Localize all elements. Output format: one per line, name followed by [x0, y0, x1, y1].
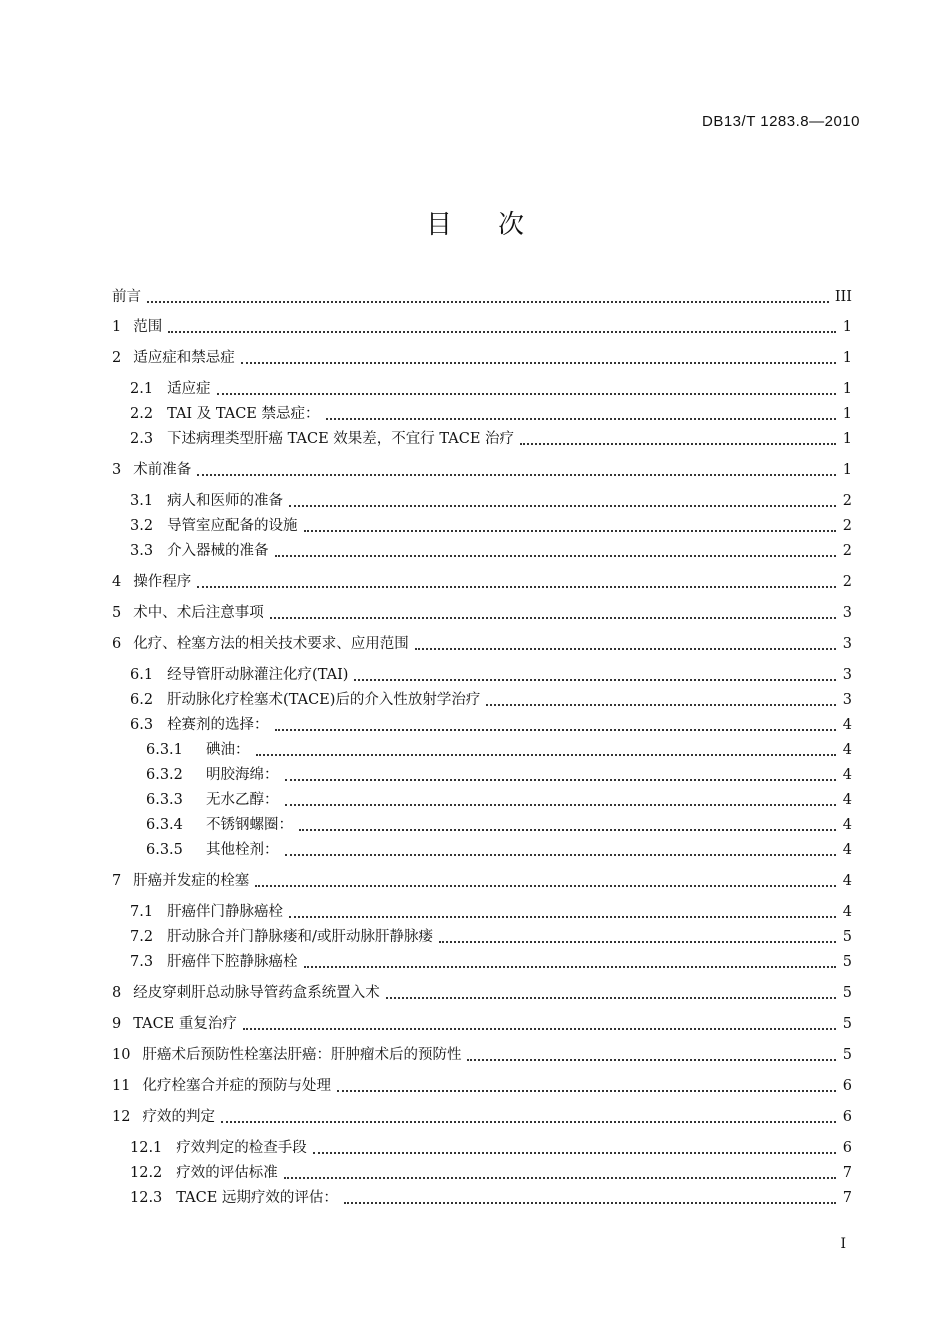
- toc-entry[interactable]: [112, 982, 852, 1004]
- toc-entry-number: 6.3.5: [146, 842, 183, 858]
- toc-entry-number: 7: [112, 873, 122, 889]
- toc-entry-number: 6.3: [130, 717, 154, 733]
- toc-entry-number: 12.3: [130, 1190, 163, 1206]
- toc-entry-page: 4: [842, 767, 852, 783]
- toc-entry[interactable]: [112, 633, 852, 655]
- dot-leader: [304, 518, 836, 532]
- toc-entry-title: 化疗栓塞合并症的预防与处理: [142, 1078, 331, 1094]
- dot-leader: [326, 406, 837, 420]
- toc-entry-page: 7: [842, 1190, 852, 1206]
- dot-leader: [243, 1016, 836, 1030]
- toc-entry-page: 3: [842, 692, 852, 708]
- toc-entry-label: [112, 764, 279, 786]
- toc-entry-label: [112, 739, 250, 761]
- toc-entry-number: 12.2: [130, 1165, 163, 1181]
- toc-entry[interactable]: [112, 714, 852, 736]
- toc-entry[interactable]: [112, 1106, 852, 1128]
- toc-entry-number: 6.1: [130, 667, 154, 683]
- toc-entry-label: [112, 901, 283, 923]
- dot-leader: [285, 842, 837, 856]
- toc-entry[interactable]: [112, 951, 852, 973]
- dot-leader: [289, 493, 836, 507]
- toc-entry-label: [112, 515, 298, 537]
- toc-entry-number: 12.1: [130, 1140, 163, 1156]
- toc-entry-page: 4: [842, 873, 852, 889]
- toc-entry-label: [112, 571, 191, 593]
- toc-entry[interactable]: [112, 1187, 852, 1209]
- toc-entry-title: 术中、术后注意事项: [133, 605, 264, 621]
- toc-entry[interactable]: [112, 926, 852, 948]
- toc-entry-title: 前言: [112, 289, 141, 305]
- toc-entry-title: 适应症: [167, 381, 211, 397]
- toc-entry-title: 疗效的评估标准: [176, 1165, 278, 1181]
- toc-entry-title: 明胶海绵：: [206, 767, 279, 783]
- toc-entry-title: TACE 重复治疗: [133, 1016, 237, 1032]
- toc-entry-page: 5: [842, 1047, 852, 1063]
- toc-entry-title: 下述病理类型肝癌 TACE 效果差，不宜行 TACE 治疗: [167, 431, 515, 447]
- document-id: DB13/T 1283.8—2010: [702, 113, 860, 130]
- dot-leader: [344, 1190, 836, 1204]
- toc-entry-label: [112, 870, 249, 892]
- toc-entry-page: 2: [842, 493, 852, 509]
- toc-entry[interactable]: [112, 1162, 852, 1184]
- toc-entry-number: 3.1: [130, 493, 154, 509]
- toc-entry-label: [112, 789, 279, 811]
- toc-entry-label: [112, 839, 279, 861]
- toc-entry[interactable]: [112, 515, 852, 537]
- toc-entry-label: [112, 982, 380, 1004]
- toc-entry-label: [112, 1106, 215, 1128]
- toc-entry-label: [112, 633, 409, 655]
- toc-entry-page: 7: [842, 1165, 852, 1181]
- toc-entry-page: 4: [842, 817, 852, 833]
- toc-entry-label: [112, 403, 320, 425]
- toc-entry[interactable]: [112, 839, 852, 861]
- toc-entry-label: [112, 428, 514, 450]
- toc-entry-page: III: [834, 289, 852, 305]
- toc-entry-page: 4: [842, 842, 852, 858]
- toc-entry[interactable]: [112, 571, 852, 593]
- toc-entry-title: 经皮穿刺肝总动脉导管药盒系统置入术: [133, 985, 380, 1001]
- toc-entry-page: 4: [842, 742, 852, 758]
- dot-leader: [467, 1047, 836, 1061]
- toc-entry-label: [112, 664, 348, 686]
- page-number: I: [840, 1236, 846, 1252]
- toc-entry-title: 无水乙醇：: [206, 792, 279, 808]
- toc-entry-page: 4: [842, 904, 852, 920]
- dot-leader: [439, 929, 836, 943]
- toc-entry-page: 4: [842, 792, 852, 808]
- toc-entry[interactable]: [112, 814, 852, 836]
- dot-leader: [217, 381, 836, 395]
- toc-entry-label: [112, 926, 433, 948]
- toc-entry-page: 5: [842, 985, 852, 1001]
- toc-entry-label: [112, 459, 191, 481]
- toc-entry-number: 3: [112, 462, 122, 478]
- toc-entry-page: 3: [842, 605, 852, 621]
- dot-leader: [255, 873, 836, 887]
- dot-leader: [313, 1140, 836, 1154]
- toc-entry[interactable]: [112, 403, 852, 425]
- toc-entry-page: 6: [842, 1109, 852, 1125]
- dot-leader: [289, 904, 836, 918]
- toc-entry-number: 7.3: [130, 954, 154, 970]
- toc-entry-title: 经导管肝动脉灌注化疗(TAI): [167, 667, 349, 683]
- toc-entry-label: [112, 378, 211, 400]
- toc-entry-title: 肝癌并发症的栓塞: [133, 873, 250, 889]
- dot-leader: [168, 319, 836, 333]
- dot-leader: [256, 742, 837, 756]
- dot-leader: [284, 1165, 836, 1179]
- dot-leader: [275, 543, 836, 557]
- toc-entry-title: 肝动脉合并门静脉瘘和/或肝动脉肝静脉瘘: [167, 929, 433, 945]
- toc-entry-label: [112, 490, 283, 512]
- toc-entry[interactable]: [112, 540, 852, 562]
- toc-entry[interactable]: [112, 901, 852, 923]
- toc-entry[interactable]: [112, 870, 852, 892]
- toc-entry-label: [112, 714, 269, 736]
- toc-entry[interactable]: [112, 764, 852, 786]
- toc-entry-number: 7.2: [130, 929, 154, 945]
- toc-entry-title: 介入器械的准备: [167, 543, 269, 559]
- toc-entry-title: TACE 远期疗效的评估：: [176, 1190, 338, 1206]
- dot-leader: [520, 431, 836, 445]
- toc-entry[interactable]: [112, 459, 852, 481]
- toc-entry-label: [112, 540, 269, 562]
- dot-leader: [241, 350, 836, 364]
- toc-entry-title: 适应症和禁忌症: [133, 350, 235, 366]
- toc-entry-title: 其他栓剂：: [206, 842, 279, 858]
- page-title: 目次: [425, 210, 570, 240]
- toc-entry-title: 栓赛剂的选择：: [167, 717, 269, 733]
- toc-entry-number: 3.2: [130, 518, 154, 534]
- dot-leader: [275, 717, 836, 731]
- toc-entry-page: 1: [842, 406, 852, 422]
- toc-entry[interactable]: [112, 378, 852, 400]
- toc-entry[interactable]: [112, 1044, 852, 1066]
- toc-entry-page: 1: [842, 381, 852, 397]
- dot-leader: [337, 1078, 836, 1092]
- toc-entry-number: 7.1: [130, 904, 154, 920]
- toc-entry-number: 6.3.4: [146, 817, 183, 833]
- toc-entry[interactable]: [112, 316, 852, 338]
- toc-entry-title: 肝癌术后预防性栓塞法肝癌：肝肿瘤术后的预防性: [142, 1047, 462, 1063]
- toc-entry[interactable]: [112, 428, 852, 450]
- dot-leader: [299, 817, 836, 831]
- toc-entry-page: 2: [842, 574, 852, 590]
- toc-entry-page: 1: [842, 350, 852, 366]
- toc-entry-title: 术前准备: [133, 462, 192, 478]
- toc-entry-page: 4: [842, 717, 852, 733]
- toc-entry-page: 2: [842, 543, 852, 559]
- toc-entry-number: 2.3: [130, 431, 154, 447]
- toc-entry-label: [112, 347, 235, 369]
- toc-entry[interactable]: [112, 286, 852, 308]
- dot-leader: [270, 605, 836, 619]
- toc-entry-page: 1: [842, 431, 852, 447]
- toc-entry-title: 化疗、栓塞方法的相关技术要求、应用范围: [133, 636, 409, 652]
- toc-entry-number: 10: [112, 1047, 131, 1063]
- dot-leader: [486, 692, 836, 706]
- toc-entry[interactable]: [112, 789, 852, 811]
- dot-leader: [221, 1109, 836, 1123]
- toc-entry-title: 疗效判定的检查手段: [176, 1140, 307, 1156]
- dot-leader: [197, 574, 836, 588]
- dot-leader: [285, 767, 837, 781]
- toc-entry[interactable]: [112, 490, 852, 512]
- toc-entry[interactable]: [112, 347, 852, 369]
- toc-entry[interactable]: [112, 689, 852, 711]
- toc-entry-label: [112, 689, 480, 711]
- toc-entry[interactable]: [112, 739, 852, 761]
- toc-entry-title: 肝癌伴门静脉癌栓: [167, 904, 284, 920]
- toc-entry-number: 2.1: [130, 381, 154, 397]
- toc-entry-number: 6.3.2: [146, 767, 183, 783]
- toc-entry-label: [112, 1013, 237, 1035]
- toc-entry-label: [112, 1075, 331, 1097]
- toc-entry-number: 6.3.1: [146, 742, 183, 758]
- toc-entry-title: 范围: [133, 319, 163, 335]
- toc-entry[interactable]: [112, 1137, 852, 1159]
- toc-entry-page: 1: [842, 319, 852, 335]
- toc-entry-page: 3: [842, 667, 852, 683]
- toc-entry-title: 肝动脉化疗栓塞术(TACE)后的介入性放射学治疗: [167, 692, 481, 708]
- toc-entry-number: 6.2: [130, 692, 154, 708]
- toc-entry-number: 11: [112, 1078, 131, 1094]
- toc-entry-number: 9: [112, 1016, 122, 1032]
- toc-entry-number: 4: [112, 574, 122, 590]
- toc-entry-page: 3: [842, 636, 852, 652]
- dot-leader: [304, 954, 836, 968]
- toc-entry-label: [112, 1044, 461, 1066]
- toc-entry-title: 不锈钢螺圈：: [206, 817, 293, 833]
- toc-entry-title: 疗效的判定: [142, 1109, 215, 1125]
- dot-leader: [386, 985, 836, 999]
- toc-entry-number: 12: [112, 1109, 131, 1125]
- toc-entry[interactable]: [112, 602, 852, 624]
- toc-entry-title: TAI 及 TACE 禁忌症：: [167, 406, 320, 422]
- dot-leader: [354, 667, 836, 681]
- toc-entry[interactable]: [112, 1013, 852, 1035]
- toc-entry-label: [112, 814, 293, 836]
- toc-entry-label: [112, 286, 141, 308]
- toc-entry-page: 2: [842, 518, 852, 534]
- toc-entry-label: [112, 1187, 338, 1209]
- toc-entry-number: 3.3: [130, 543, 154, 559]
- toc-entry-number: 6.3.3: [146, 792, 183, 808]
- toc-entry-number: 5: [112, 605, 122, 621]
- toc-entry-number: 8: [112, 985, 122, 1001]
- toc-entry-title: 病人和医师的准备: [167, 493, 284, 509]
- dot-leader: [415, 636, 836, 650]
- toc-entry-label: [112, 602, 264, 624]
- toc-entry-number: 6: [112, 636, 122, 652]
- toc-entry-title: 肝癌伴下腔静脉癌栓: [167, 954, 298, 970]
- toc-entry-page: 6: [842, 1140, 852, 1156]
- toc-entry-title: 操作程序: [133, 574, 192, 590]
- toc-entry-title: 碘油：: [206, 742, 250, 758]
- toc-entry-page: 5: [842, 929, 852, 945]
- toc-entry-label: [112, 316, 162, 338]
- toc-entry-label: [112, 1162, 278, 1184]
- toc-entry[interactable]: [112, 664, 852, 686]
- toc-entry-title: 导管室应配备的设施: [167, 518, 298, 534]
- dot-leader: [197, 462, 836, 476]
- toc-entry[interactable]: [112, 1075, 852, 1097]
- toc-entry-label: [112, 951, 298, 973]
- toc-entry-page: 5: [842, 954, 852, 970]
- toc-entry-label: [112, 1137, 307, 1159]
- toc-entry-page: 6: [842, 1078, 852, 1094]
- toc-entry-number: 2.2: [130, 406, 154, 422]
- toc-entry-number: 2: [112, 350, 122, 366]
- dot-leader: [285, 792, 837, 806]
- toc-entry-page: 5: [842, 1016, 852, 1032]
- toc-entry-number: 1: [112, 319, 122, 335]
- dot-leader: [147, 289, 829, 303]
- toc-entry-page: 1: [842, 462, 852, 478]
